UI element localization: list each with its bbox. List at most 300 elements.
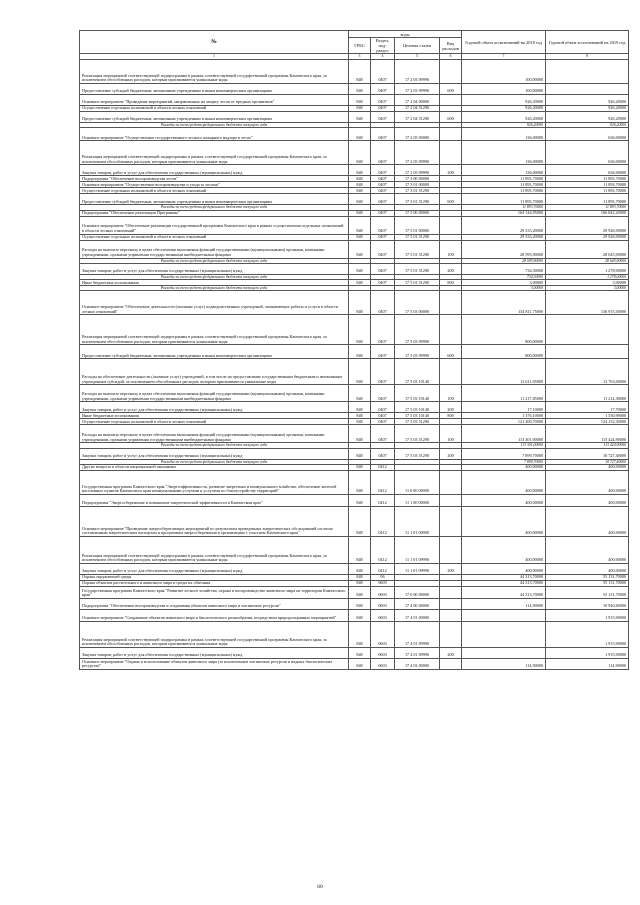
row-amount-2018: 11 893,70000 — [462, 194, 546, 205]
row-name: Осуществление отдельных полномочий в области лесных отношений — [80, 234, 349, 240]
row-amount-2018: 114,90000 — [462, 599, 546, 610]
row-name: Основное мероприятие "Охрана и использование объектов животного мира (за исключением охотничьих ресурсов и водных биологических ресурсов)" — [80, 659, 349, 670]
row-name: Расходы за счет средств федерального бюджета текущего года — [80, 274, 349, 279]
row-target-article: 17 2 05 09990 — [395, 141, 440, 165]
row-name: Охрана объектов растительного и животного мира и среды их обитания — [80, 581, 349, 587]
row-expense-type — [440, 291, 462, 315]
table-row — [80, 240, 629, 258]
row-target-article: 11 1 01 00000 — [395, 507, 440, 537]
row-amount-2019: 926,20000 — [546, 123, 629, 128]
row-grbs: 848 — [349, 507, 371, 537]
row-grbs: 848 — [349, 234, 371, 240]
row-amount-2019: 926,20000 — [546, 112, 629, 123]
row-grbs: 848 — [349, 128, 371, 141]
row-target-article: 17 3 00 00000 — [395, 176, 440, 182]
row-target-article: 17 5 03 51290 — [395, 419, 440, 425]
table-row — [80, 165, 629, 176]
row-grbs: 848 — [349, 216, 371, 234]
row-name: Предоставление субсидий бюджетным, автономным учреждениям и иным некоммерческим организациям — [80, 84, 349, 95]
row-section: 0412 — [371, 564, 395, 575]
row-grbs: 848 — [349, 182, 371, 188]
row-amount-2018: 734,30000 — [462, 274, 546, 279]
row-target-article: 17 4 01 09990 — [395, 622, 440, 648]
row-amount-2018: 7 899,70000 — [462, 448, 546, 459]
row-name: Осуществление отдельных полномочий в области лесных отношений — [80, 419, 349, 425]
table-row — [80, 622, 629, 648]
row-amount-2019: 1 278,00000 — [546, 263, 629, 274]
row-amount-2018: 400,00000 — [462, 471, 546, 495]
table-row — [80, 315, 629, 345]
row-grbs: 848 — [349, 495, 371, 507]
row-target-article: 17 3 01 51290 — [395, 188, 440, 194]
table-row — [80, 359, 629, 385]
row-amount-2018: 121 200,70000 — [462, 419, 546, 425]
row-target-article: 17 5 01 51290 — [395, 240, 440, 258]
row-expense-type: 100 — [440, 385, 462, 402]
row-expense-type: 200 — [440, 263, 462, 274]
row-target-article: 11 1 00 00000 — [395, 495, 440, 507]
row-expense-type: 100 — [440, 425, 462, 443]
table-row — [80, 128, 629, 141]
row-section: 0407 — [371, 182, 395, 188]
row-amount-2019: 636,00000 — [546, 128, 629, 141]
row-section: 0407 — [371, 95, 395, 106]
table-row — [80, 112, 629, 123]
row-section: 0603 — [371, 599, 395, 610]
row-section: 0603 — [371, 622, 395, 648]
row-amount-2019: 1 915,90000 — [546, 610, 629, 622]
row-amount-2019: 1 915,90000 — [546, 648, 629, 659]
row-target-article: 17 5 01 00000 — [395, 216, 440, 234]
row-grbs: 848 — [349, 210, 371, 216]
row-grbs: 848 — [349, 402, 371, 413]
row-target-article: 17 3 01 51290 — [395, 194, 440, 205]
row-amount-2019: 10 940,60000 — [546, 599, 629, 610]
row-target-article: 17 2 04 51290 — [395, 112, 440, 123]
row-amount-2018: 800,00000 — [462, 315, 546, 345]
row-amount-2018: 114,90000 — [462, 659, 546, 670]
row-grbs: 848 — [349, 291, 371, 315]
row-target-article: 17 2 04 00000 — [395, 95, 440, 106]
row-section: 0412 — [371, 471, 395, 495]
row-section: 0603 — [371, 659, 395, 670]
row-amount-2018: 11 893,70000 — [462, 188, 546, 194]
row-section: 0412 — [371, 465, 395, 471]
row-name: Охрана окружающей среды — [80, 575, 349, 581]
row-section: 0407 — [371, 263, 395, 274]
row-section: 0603 — [371, 587, 395, 599]
table-row — [80, 648, 629, 659]
row-name: Закупка товаров, работ и услуг для обеспечения государственных (муниципальных) нужд — [80, 263, 349, 274]
row-amount-2018: 17,10000 — [462, 402, 546, 413]
row-amount-2018: 29 333,20000 — [462, 234, 546, 240]
row-target-article: 17 5 01 51290 — [395, 234, 440, 240]
table-row — [80, 659, 629, 670]
row-name: Подпрограмма "Обеспечение воспроизводства и сохранения объектов животного мира и охотничьих ресурсов" — [80, 599, 349, 610]
row-expense-type: 600 — [440, 84, 462, 95]
row-name: Другие вопросы в области национальной экономики — [80, 465, 349, 471]
header-grbs: ГРБС — [349, 38, 371, 54]
row-expense-type — [440, 60, 462, 84]
row-grbs: 848 — [349, 575, 371, 581]
row-section: 0407 — [371, 112, 395, 123]
header-vr: Вид расходов — [440, 38, 462, 54]
row-amount-2018: 926,20000 — [462, 106, 546, 112]
row-amount-2019 — [546, 315, 629, 345]
column-index: 7 — [462, 54, 546, 60]
row-section: 0407 — [371, 84, 395, 95]
row-amount-2019 — [546, 345, 629, 359]
row-section: 0407 — [371, 280, 395, 286]
row-amount-2018: 136,00000 — [462, 141, 546, 165]
row-target-article: 17 5 01 51290 — [395, 280, 440, 286]
row-target-article: 17 5 00 00000 — [395, 210, 440, 216]
column-index: 6 — [440, 54, 462, 60]
row-section: 0407 — [371, 188, 395, 194]
table-row — [80, 345, 629, 359]
row-amount-2019: 10 727,40000 — [546, 459, 629, 464]
row-name: Основное мероприятие "Осуществление государственного лесного пожарного надзора в лесах" — [80, 128, 349, 141]
table-row — [80, 60, 629, 84]
row-expense-type — [440, 471, 462, 495]
row-name: Расходы за счет средств федерального бюджета текущего года — [80, 286, 349, 291]
row-amount-2019: 29 926,90000 — [546, 216, 629, 234]
table-body — [80, 60, 629, 670]
row-grbs: 848 — [349, 471, 371, 495]
row-amount-2019: 113 424,90000 — [546, 443, 629, 448]
row-target-article: 17 5 01 51290 — [395, 263, 440, 274]
row-name: Расходы за счет средств федерального бюджета текущего года — [80, 123, 349, 128]
column-index: 1 — [80, 54, 349, 60]
row-amount-2019: 1 530,99000 — [546, 413, 629, 419]
row-amount-2019: 3,00000 — [546, 286, 629, 291]
row-expense-type — [440, 495, 462, 507]
row-expense-type — [440, 587, 462, 599]
row-grbs: 848 — [349, 240, 371, 258]
row-expense-type — [440, 128, 462, 141]
row-name: Реализация мероприятий соответствующей подпрограммы в рамках соответствующей государственной программы Камчатского края, за исключением обособленных расходов, которым присваиваются уникальные коды — [80, 315, 349, 345]
row-section: 0407 — [371, 419, 395, 425]
table-row — [80, 84, 629, 95]
row-expense-type: 200 — [440, 165, 462, 176]
row-amount-2019: 55 131,70000 — [546, 575, 629, 581]
row-target-article: 17 5 03 51290 — [395, 425, 440, 443]
row-amount-2019: 29 926,90000 — [546, 234, 629, 240]
row-section: 0412 — [371, 495, 395, 507]
row-grbs: 848 — [349, 581, 371, 587]
row-target-article: 17 4 00 00000 — [395, 599, 440, 610]
column-index: 3 — [349, 54, 371, 60]
row-grbs: 848 — [349, 587, 371, 599]
row-name: Иные бюджетные ассигнования — [80, 413, 349, 419]
row-amount-2019: 17,70000 — [546, 402, 629, 413]
row-expense-type: 200 — [440, 448, 462, 459]
row-grbs: 848 — [349, 385, 371, 402]
row-amount-2018: 44 313,70000 — [462, 581, 546, 587]
row-amount-2018: 926,20000 — [462, 95, 546, 106]
row-expense-type — [440, 95, 462, 106]
row-amount-2018: 3,00000 — [462, 280, 546, 286]
table-row — [80, 95, 629, 106]
row-expense-type — [440, 537, 462, 564]
row-amount-2019 — [546, 84, 629, 95]
row-expense-type — [440, 659, 462, 670]
row-amount-2018: 113 301,00000 — [462, 425, 546, 443]
row-grbs: 848 — [349, 564, 371, 575]
row-section: 0407 — [371, 359, 395, 385]
row-grbs: 848 — [349, 345, 371, 359]
row-grbs: 848 — [349, 537, 371, 564]
row-amount-2018: 28 595,90000 — [462, 240, 546, 258]
row-target-article: 17 4 02 00000 — [395, 659, 440, 670]
row-amount-2019: 11 893,70000 — [546, 176, 629, 182]
row-grbs: 848 — [349, 599, 371, 610]
row-amount-2019: 400,00000 — [546, 471, 629, 495]
row-grbs: 848 — [349, 188, 371, 194]
row-expense-type — [440, 216, 462, 234]
header-number: № — [80, 31, 349, 54]
row-expense-type — [440, 610, 462, 622]
row-grbs: 848 — [349, 448, 371, 459]
row-target-article: 17 0 00 00000 — [395, 587, 440, 599]
row-amount-2018: 134 811,75000 — [462, 291, 546, 315]
row-expense-type — [440, 141, 462, 165]
table-row — [80, 537, 629, 564]
row-section: 0407 — [371, 385, 395, 402]
row-amount-2018: 800,00000 — [462, 345, 546, 359]
row-target-article: 11 1 01 09990 — [395, 537, 440, 564]
table-row — [80, 599, 629, 610]
row-amount-2018 — [462, 610, 546, 622]
row-amount-2019: 636,00000 — [546, 165, 629, 176]
row-amount-2018: 100,00000 — [462, 60, 546, 84]
row-target-article: 17 5 03 10140 — [395, 413, 440, 419]
row-target-article: 17 5 03 51290 — [395, 448, 440, 459]
row-amount-2019: 55 131,70000 — [546, 581, 629, 587]
header-2019: Годовой объем ассигнований на 2019 год — [546, 31, 629, 54]
row-amount-2018: 11 893,70000 — [462, 182, 546, 188]
row-grbs: 848 — [349, 425, 371, 443]
row-name: Расходы за счет средств федерального бюджета текущего года — [80, 258, 349, 263]
row-name: Расходы на выплаты персоналу в целях обеспечения выполнения функций государственными (муниципальными) органами, казенными учреждениями, органами управления государственными внебюджетными фондами — [80, 385, 349, 402]
row-amount-2018: 136,00000 — [462, 128, 546, 141]
row-amount-2018: 164 144,95000 — [462, 210, 546, 216]
row-name: Реализация мероприятий соответствующей подпрограммы в рамках соответствующей государственной программы Камчатского края, за исключением обособленных расходов, которым присваиваются уникальные коды — [80, 141, 349, 165]
row-amount-2019: 113 424,90000 — [546, 425, 629, 443]
row-amount-2019: 55 131,70000 — [546, 587, 629, 599]
column-index: 5 — [395, 54, 440, 60]
row-expense-type — [440, 622, 462, 648]
row-expense-type: 200 — [440, 402, 462, 413]
row-section: 0407 — [371, 345, 395, 359]
row-target-article: 17 4 01 00000 — [395, 610, 440, 622]
row-expense-type: 800 — [440, 280, 462, 286]
row-amount-2018: 11 893,70000 — [462, 205, 546, 210]
row-amount-2018: 11 893,70000 — [462, 176, 546, 182]
row-section: 0603 — [371, 581, 395, 587]
row-amount-2018: 44 313,70000 — [462, 575, 546, 581]
row-expense-type — [440, 507, 462, 537]
row-expense-type: 200 — [440, 648, 462, 659]
row-amount-2019: 11 893,70000 — [546, 194, 629, 205]
row-name: Иные бюджетные ассигнования — [80, 280, 349, 286]
table-header — [80, 31, 629, 60]
row-expense-type: 200 — [440, 564, 462, 575]
row-name: Расходы за счет средств федерального бюджета текущего года — [80, 443, 349, 448]
row-name: Закупка товаров, работ и услуг для обеспечения государственных (муниципальных) нужд — [80, 165, 349, 176]
row-name: Осуществление отдельных полномочий в области лесных отношений — [80, 106, 349, 112]
row-amount-2019: 124 152,30000 — [546, 419, 629, 425]
row-amount-2018: 734,30000 — [462, 263, 546, 274]
row-grbs: 848 — [349, 106, 371, 112]
row-section: 0407 — [371, 216, 395, 234]
row-grbs: 848 — [349, 648, 371, 659]
row-target-article: 11 1 01 09990 — [395, 564, 440, 575]
row-section: 0407 — [371, 210, 395, 216]
row-name: Реализация мероприятий соответствующей подпрограммы в рамках соответствующей государственной программы Камчатского края, за исключением обособленных расходов, которым присваиваются уникальные коды — [80, 622, 349, 648]
row-amount-2018: 28 595,90000 — [462, 258, 546, 263]
row-grbs: 848 — [349, 465, 371, 471]
row-amount-2019: 166 842,20000 — [546, 210, 629, 216]
row-amount-2018: 926,20000 — [462, 123, 546, 128]
row-amount-2019: 114,90000 — [546, 659, 629, 670]
row-grbs: 848 — [349, 413, 371, 419]
row-amount-2019: 136 915,30000 — [546, 291, 629, 315]
row-grbs: 848 — [349, 315, 371, 345]
table-row — [80, 471, 629, 495]
row-name: Основное мероприятие "Обеспечение реализации государственной программы Камчатского края в рамках осуществления отдельных полномочий в области лесных отношений" — [80, 216, 349, 234]
row-name: Расходы на обеспечение деятельности (оказание услуг) учреждений, в том числе на предоставление государственным бюджетным и автономным учреждениям субсидий, за исключением обособленных расходов, которым присваиваются уникальные коды — [80, 359, 349, 385]
row-grbs: 848 — [349, 419, 371, 425]
row-grbs: 848 — [349, 165, 371, 176]
row-amount-2019: 926,20000 — [546, 106, 629, 112]
row-amount-2018: 400,00000 — [462, 465, 546, 471]
row-target-article: 17 2 05 00000 — [395, 128, 440, 141]
table-row — [80, 141, 629, 165]
row-grbs: 848 — [349, 280, 371, 286]
row-section: 0407 — [371, 413, 395, 419]
table-row — [80, 291, 629, 315]
row-target-article: 17 5 03 10140 — [395, 359, 440, 385]
table-row — [80, 263, 629, 274]
row-amount-2018: 3,00000 — [462, 286, 546, 291]
table-row — [80, 564, 629, 575]
row-target-article: 17 2 03 09990 — [395, 84, 440, 95]
row-amount-2018 — [462, 622, 546, 648]
row-amount-2018: 29 333,20000 — [462, 216, 546, 234]
row-name: Закупка товаров, работ и услуг для обеспечения государственных (муниципальных) нужд — [80, 448, 349, 459]
row-section: 0407 — [371, 176, 395, 182]
row-grbs: 848 — [349, 60, 371, 84]
row-grbs: 848 — [349, 112, 371, 123]
row-amount-2019: 926,20000 — [546, 95, 629, 106]
row-amount-2019: 11 893,70000 — [546, 205, 629, 210]
row-amount-2019: 1 278,00000 — [546, 274, 629, 279]
row-name: Расходы за счет средств федерального бюджета текущего года — [80, 205, 349, 210]
row-target-article: 17 2 04 51290 — [395, 106, 440, 112]
table-row — [80, 385, 629, 402]
row-name: Подпрограмма "Энергосбережение и повышение энергетической эффективности в Камчатском крае" — [80, 495, 349, 507]
row-section: 0407 — [371, 128, 395, 141]
row-grbs: 848 — [349, 176, 371, 182]
row-name: Расходы на выплаты персоналу в целях обеспечения выполнения функций государственными (муниципальными) органами, казенными учреждениями, органами управления государственными внебюджетными фондами — [80, 425, 349, 443]
row-grbs: 848 — [349, 95, 371, 106]
row-amount-2019: 11 893,70000 — [546, 188, 629, 194]
row-name: Основное мероприятие "Проведение мероприятий, направленных на защиту лесов от вредных организмов" — [80, 95, 349, 106]
row-target-article: 17 5 03 10140 — [395, 385, 440, 402]
row-section: 0412 — [371, 537, 395, 564]
row-name: Расходы за счет средств федерального бюджета текущего года — [80, 459, 349, 464]
table-row — [80, 507, 629, 537]
row-target-article: 17 4 01 09990 — [395, 648, 440, 659]
row-expense-type: 600 — [440, 194, 462, 205]
row-target-article: 17 5 03 09990 — [395, 345, 440, 359]
row-grbs: 848 — [349, 659, 371, 670]
row-name: Основное мероприятие "Обеспечение деятельности (оказание услуг) подведомственных учреждений, оказывающих работы и услуги в области лесных отношений" — [80, 291, 349, 315]
row-name: Основное мероприятие "Проведение энергосберегающих мероприятий по результатам проведенных энергетических обследований согласно составленным энергетическим паспортам и программам энергосбережения в организациях с участием Камчатского края" — [80, 507, 349, 537]
row-amount-2019: 1 915,90000 — [546, 622, 629, 648]
row-section: 0407 — [371, 60, 395, 84]
row-section: 0407 — [371, 240, 395, 258]
column-index: 8 — [546, 54, 629, 60]
row-section: 0603 — [371, 648, 395, 659]
table-row — [80, 402, 629, 413]
row-section: 0407 — [371, 106, 395, 112]
row-grbs: 848 — [349, 84, 371, 95]
row-target-article: 17 2 03 09990 — [395, 60, 440, 84]
row-amount-2019: 10 727,40000 — [546, 448, 629, 459]
table-row — [80, 194, 629, 205]
row-name: Подпрограмма "Обеспечение воспроизводства лесов" — [80, 176, 349, 182]
row-amount-2019: 11 214,30000 — [546, 385, 629, 402]
row-target-article: 11 0 00 00000 — [395, 471, 440, 495]
row-name: Основное мероприятие "Сохранение объектов животного мира и биологического разнообразия, посредством природоохранных мероприятий" — [80, 610, 349, 622]
row-section: 0407 — [371, 165, 395, 176]
row-amount-2018: 400,00000 — [462, 495, 546, 507]
row-amount-2019: 11 893,70000 — [546, 182, 629, 188]
row-amount-2018: 44 313,70000 — [462, 587, 546, 599]
row-section: 0412 — [371, 507, 395, 537]
row-name: Государственная программа Камчатского края "Развитие лесного хозяйства, охрана и воспроизводство животного мира на территории Камчатского края" — [80, 587, 349, 599]
row-amount-2018: 926,20000 — [462, 112, 546, 123]
row-target-article: 17 2 05 09990 — [395, 165, 440, 176]
row-amount-2019 — [546, 60, 629, 84]
row-amount-2018: 400,00000 — [462, 564, 546, 575]
row-amount-2018: 100,00000 — [462, 84, 546, 95]
row-amount-2019: 3,00000 — [546, 280, 629, 286]
table-row — [80, 610, 629, 622]
row-target-article: 17 5 03 10140 — [395, 402, 440, 413]
row-section: 0407 — [371, 194, 395, 205]
header-rzpr: Раздел, под-раздел — [371, 38, 395, 54]
row-target-article: 17 3 01 00000 — [395, 182, 440, 188]
row-amount-2019: 400,00000 — [546, 537, 629, 564]
row-name: Реализация мероприятий соответствующей подпрограммы в рамках соответствующей государственной программы Камчатского края, за исключением обособленных расходов, которым присваиваются уникальные коды — [80, 537, 349, 564]
row-section: 06 — [371, 575, 395, 581]
row-target-article: 17 5 03 00000 — [395, 291, 440, 315]
row-amount-2019: 28 645,90000 — [546, 240, 629, 258]
row-expense-type: 800 — [440, 413, 462, 419]
row-expense-type: 600 — [440, 345, 462, 359]
row-amount-2018 — [462, 648, 546, 659]
row-name: Предоставление субсидий бюджетным, автономным учреждениям и иным некоммерческим организациям — [80, 112, 349, 123]
row-name: Реализация мероприятий соответствующей подпрограммы в рамках соответствующей государственной программы Камчатского края, за исключением обособленных расходов, которым присваиваются уникальные коды — [80, 60, 349, 84]
row-expense-type — [440, 599, 462, 610]
row-section: 0407 — [371, 291, 395, 315]
row-section: 0407 — [371, 141, 395, 165]
row-grbs: 848 — [349, 622, 371, 648]
row-name: Предоставление субсидий бюджетным, автономным учреждениям и иным некоммерческим организациям — [80, 194, 349, 205]
